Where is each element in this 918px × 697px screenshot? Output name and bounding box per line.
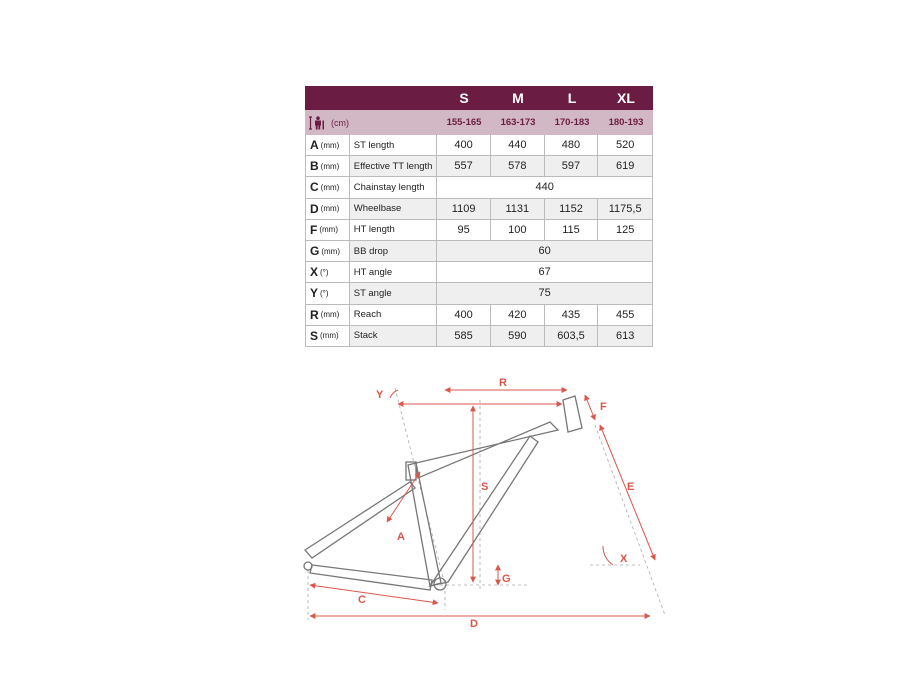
label-a: A: [397, 531, 405, 543]
row-value: 520: [615, 139, 635, 152]
geometry-row: [305, 199, 653, 220]
row-key-unit: (mm): [320, 161, 340, 171]
row-label: Reach: [350, 305, 438, 325]
row-key-letter: F: [310, 222, 318, 237]
size-l: L: [567, 90, 577, 106]
row-value: 1175,5: [598, 199, 652, 219]
frame-geometry-diagram: [290, 370, 670, 670]
row-value: 1109: [437, 199, 491, 219]
row-key-unit: (mm): [320, 182, 340, 192]
geometry-row: [305, 220, 653, 241]
row-key: [306, 262, 350, 282]
size-m: M: [512, 90, 524, 106]
row-value: 585: [437, 326, 491, 346]
row-key: [306, 305, 350, 325]
height-range-m: 163-173: [500, 117, 536, 128]
height-range-xl: 180-193: [608, 117, 644, 128]
row-value: 435: [545, 305, 599, 325]
label-d: D: [470, 618, 478, 630]
row-key-letter: B: [310, 159, 319, 174]
row-label: ST length: [350, 135, 438, 155]
row-label: ST angle: [350, 283, 438, 303]
row-value: 95: [437, 220, 491, 240]
row-key-letter: X: [310, 265, 319, 280]
row-key: [306, 135, 350, 155]
rider-height-row: [305, 110, 653, 135]
row-label: Chainstay length: [350, 177, 438, 197]
geometry-row: [305, 262, 653, 283]
row-shared-value: 75: [437, 283, 652, 303]
rider-height-label: [305, 110, 437, 135]
geometry-row: [305, 135, 653, 156]
row-value: 400: [437, 305, 491, 325]
dimension-lines: [310, 390, 655, 616]
row-value: 557: [437, 156, 491, 176]
row-key-letter: D: [310, 201, 319, 216]
label-x: X: [620, 553, 628, 565]
row-key-letter: R: [310, 307, 319, 322]
row-key: [306, 220, 350, 240]
row-key-unit: (mm): [320, 331, 339, 341]
geometry-row: [305, 305, 653, 326]
row-key-unit: (mm): [320, 140, 340, 150]
row-key: [306, 326, 350, 346]
row-value: 125: [615, 223, 635, 236]
row-value: 400: [437, 135, 491, 155]
row-value: 115: [545, 220, 599, 240]
row-key-letter: A: [310, 138, 319, 153]
size-xl: XL: [617, 90, 635, 106]
height-range-s: 155-165: [446, 117, 482, 128]
row-key: [306, 156, 350, 176]
label-r: R: [499, 377, 507, 389]
row-value: 100: [491, 220, 545, 240]
row-value: 619: [598, 156, 652, 176]
row-key-letter: S: [310, 328, 319, 343]
height-range-l: 170-183: [554, 117, 590, 128]
row-value: 578: [491, 156, 545, 176]
row-key-letter: G: [310, 244, 320, 259]
row-shared-value: 440: [535, 181, 554, 194]
row-value: 1131: [491, 199, 545, 219]
row-value: 455: [615, 308, 635, 321]
row-label: HT length: [350, 220, 438, 240]
rider-height-icon: [309, 116, 325, 130]
row-value: 590: [491, 326, 545, 346]
row-shared-value: 60: [437, 241, 652, 261]
label-y: Y: [376, 389, 384, 401]
geometry-row: [305, 241, 653, 262]
row-key-unit: (mm): [320, 204, 340, 214]
guide-lines: [308, 388, 665, 620]
label-c: C: [358, 594, 366, 606]
geometry-row: [305, 177, 653, 198]
row-label: HT angle: [350, 262, 438, 282]
row-key-letter: C: [310, 180, 319, 195]
label-f: F: [600, 401, 607, 413]
label-e: E: [627, 481, 635, 493]
row-key-unit: (mm): [321, 246, 340, 256]
header-spacer: [305, 86, 437, 110]
row-key: [306, 283, 350, 303]
geometry-row: [305, 156, 653, 177]
row-shared-value: 67: [538, 266, 551, 279]
label-s: S: [481, 481, 489, 493]
row-key-unit: (mm): [319, 225, 338, 235]
row-key-unit: (°): [320, 267, 329, 277]
row-key-unit: (mm): [320, 310, 340, 320]
row-value: 480: [545, 135, 599, 155]
row-value: 420: [491, 305, 545, 325]
row-key: [306, 177, 350, 197]
height-unit: (cm): [331, 117, 349, 128]
size-header-row: [305, 86, 653, 110]
row-value: 603,5: [545, 326, 599, 346]
row-label: BB drop: [350, 241, 438, 261]
bike-frame: [304, 396, 582, 590]
row-key-unit: (°): [320, 288, 329, 298]
row-key: [306, 199, 350, 219]
row-key: [306, 241, 350, 261]
geometry-row: [305, 326, 653, 347]
row-label: Stack: [350, 326, 438, 346]
row-value: 440: [491, 135, 545, 155]
row-label: Wheelbase: [350, 199, 438, 219]
row-value: 597: [545, 156, 599, 176]
row-value: 613: [598, 326, 652, 346]
geometry-row: [305, 283, 653, 304]
label-g: G: [502, 573, 511, 585]
size-s: S: [459, 90, 469, 106]
row-key-letter: Y: [310, 286, 319, 301]
row-value: 1152: [545, 199, 599, 219]
row-label: Effective TT length: [350, 156, 438, 176]
